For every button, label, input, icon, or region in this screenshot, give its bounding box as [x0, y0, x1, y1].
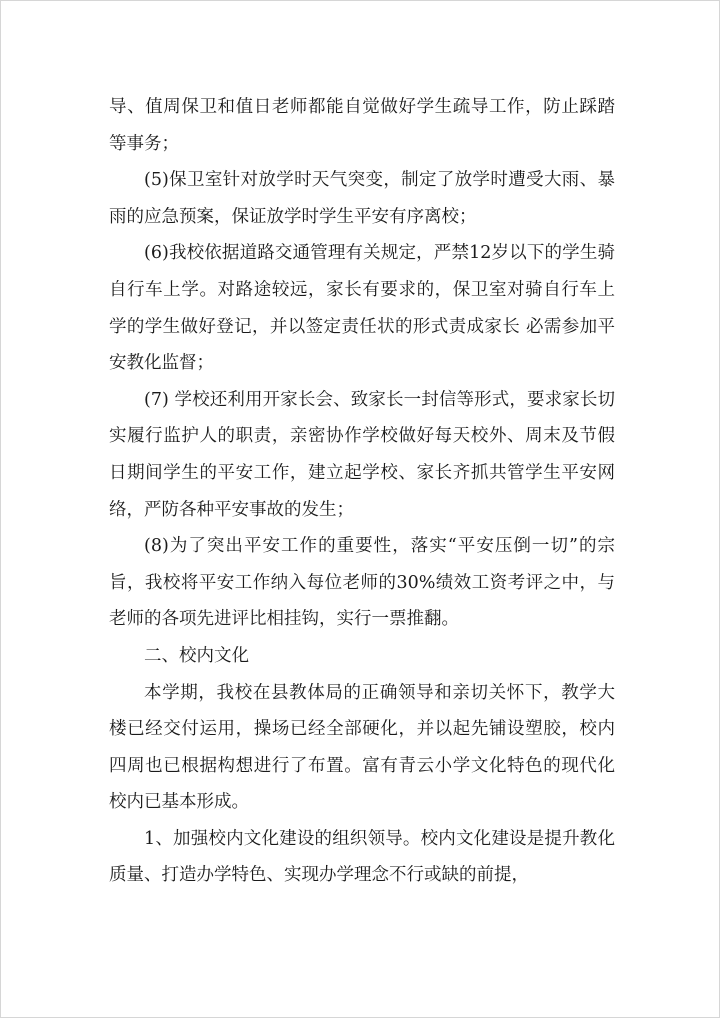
paragraph-item-1: 1、加强校内文化建设的组织领导。校内文化建设是提升教化质量、打造办学特色、实现办学理念不行或缺的前提，: [109, 828, 615, 886]
section-heading-campus-culture: 二、校内文化: [144, 645, 249, 666]
paragraph-item-5: (5)保卫室针对放学时天气突变，制定了放学时遭受大雨、暴雨的应急预案，保证放学时学生平安有序离校；: [109, 170, 615, 227]
paragraph-continuation: 导、值周保卫和值日老师都能自觉做好学生疏导工作，防止踩踏等事务；: [109, 97, 615, 154]
paragraph-item-7: (7) 学校还利用开家长会、致家长一封信等形式，要求家长切实履行监护人的职责，亲密协作学校做好每天校外、周末及节假日期间学生的平安工作，建立起学校、家长齐抓共管学生平安网络，严防各种平安事故的发生；: [109, 389, 615, 520]
paragraph-item-8: (8)为了突出平安工作的重要性，落实“平安压倒一切”的宗旨，我校将平安工作纳入每位老师的30%绩效工资考评之中，与老师的各项先进评比相挂钩，实行一票推翻。: [109, 536, 615, 630]
paragraph-item-6: (6)我校依据道路交通管理有关规定，严禁12岁以下的学生骑自行车上学。对路途较远，家长有要求的，保卫室对骑自行车上学的学生做好登记，并以签定责任状的形式责成家长 必需参加平安教化监督；: [109, 243, 615, 374]
paragraph-campus-intro: 本学期，我校在县教体局的正确领导和亲切关怀下，教学大楼已经交付运用，操场已经全部硬化，并以起先铺设塑胶，校内四周也已根据构想进行了布置。富有青云小学文化特色的现代化校内已基本形成。: [109, 682, 615, 813]
document-body: [109, 89, 615, 894]
